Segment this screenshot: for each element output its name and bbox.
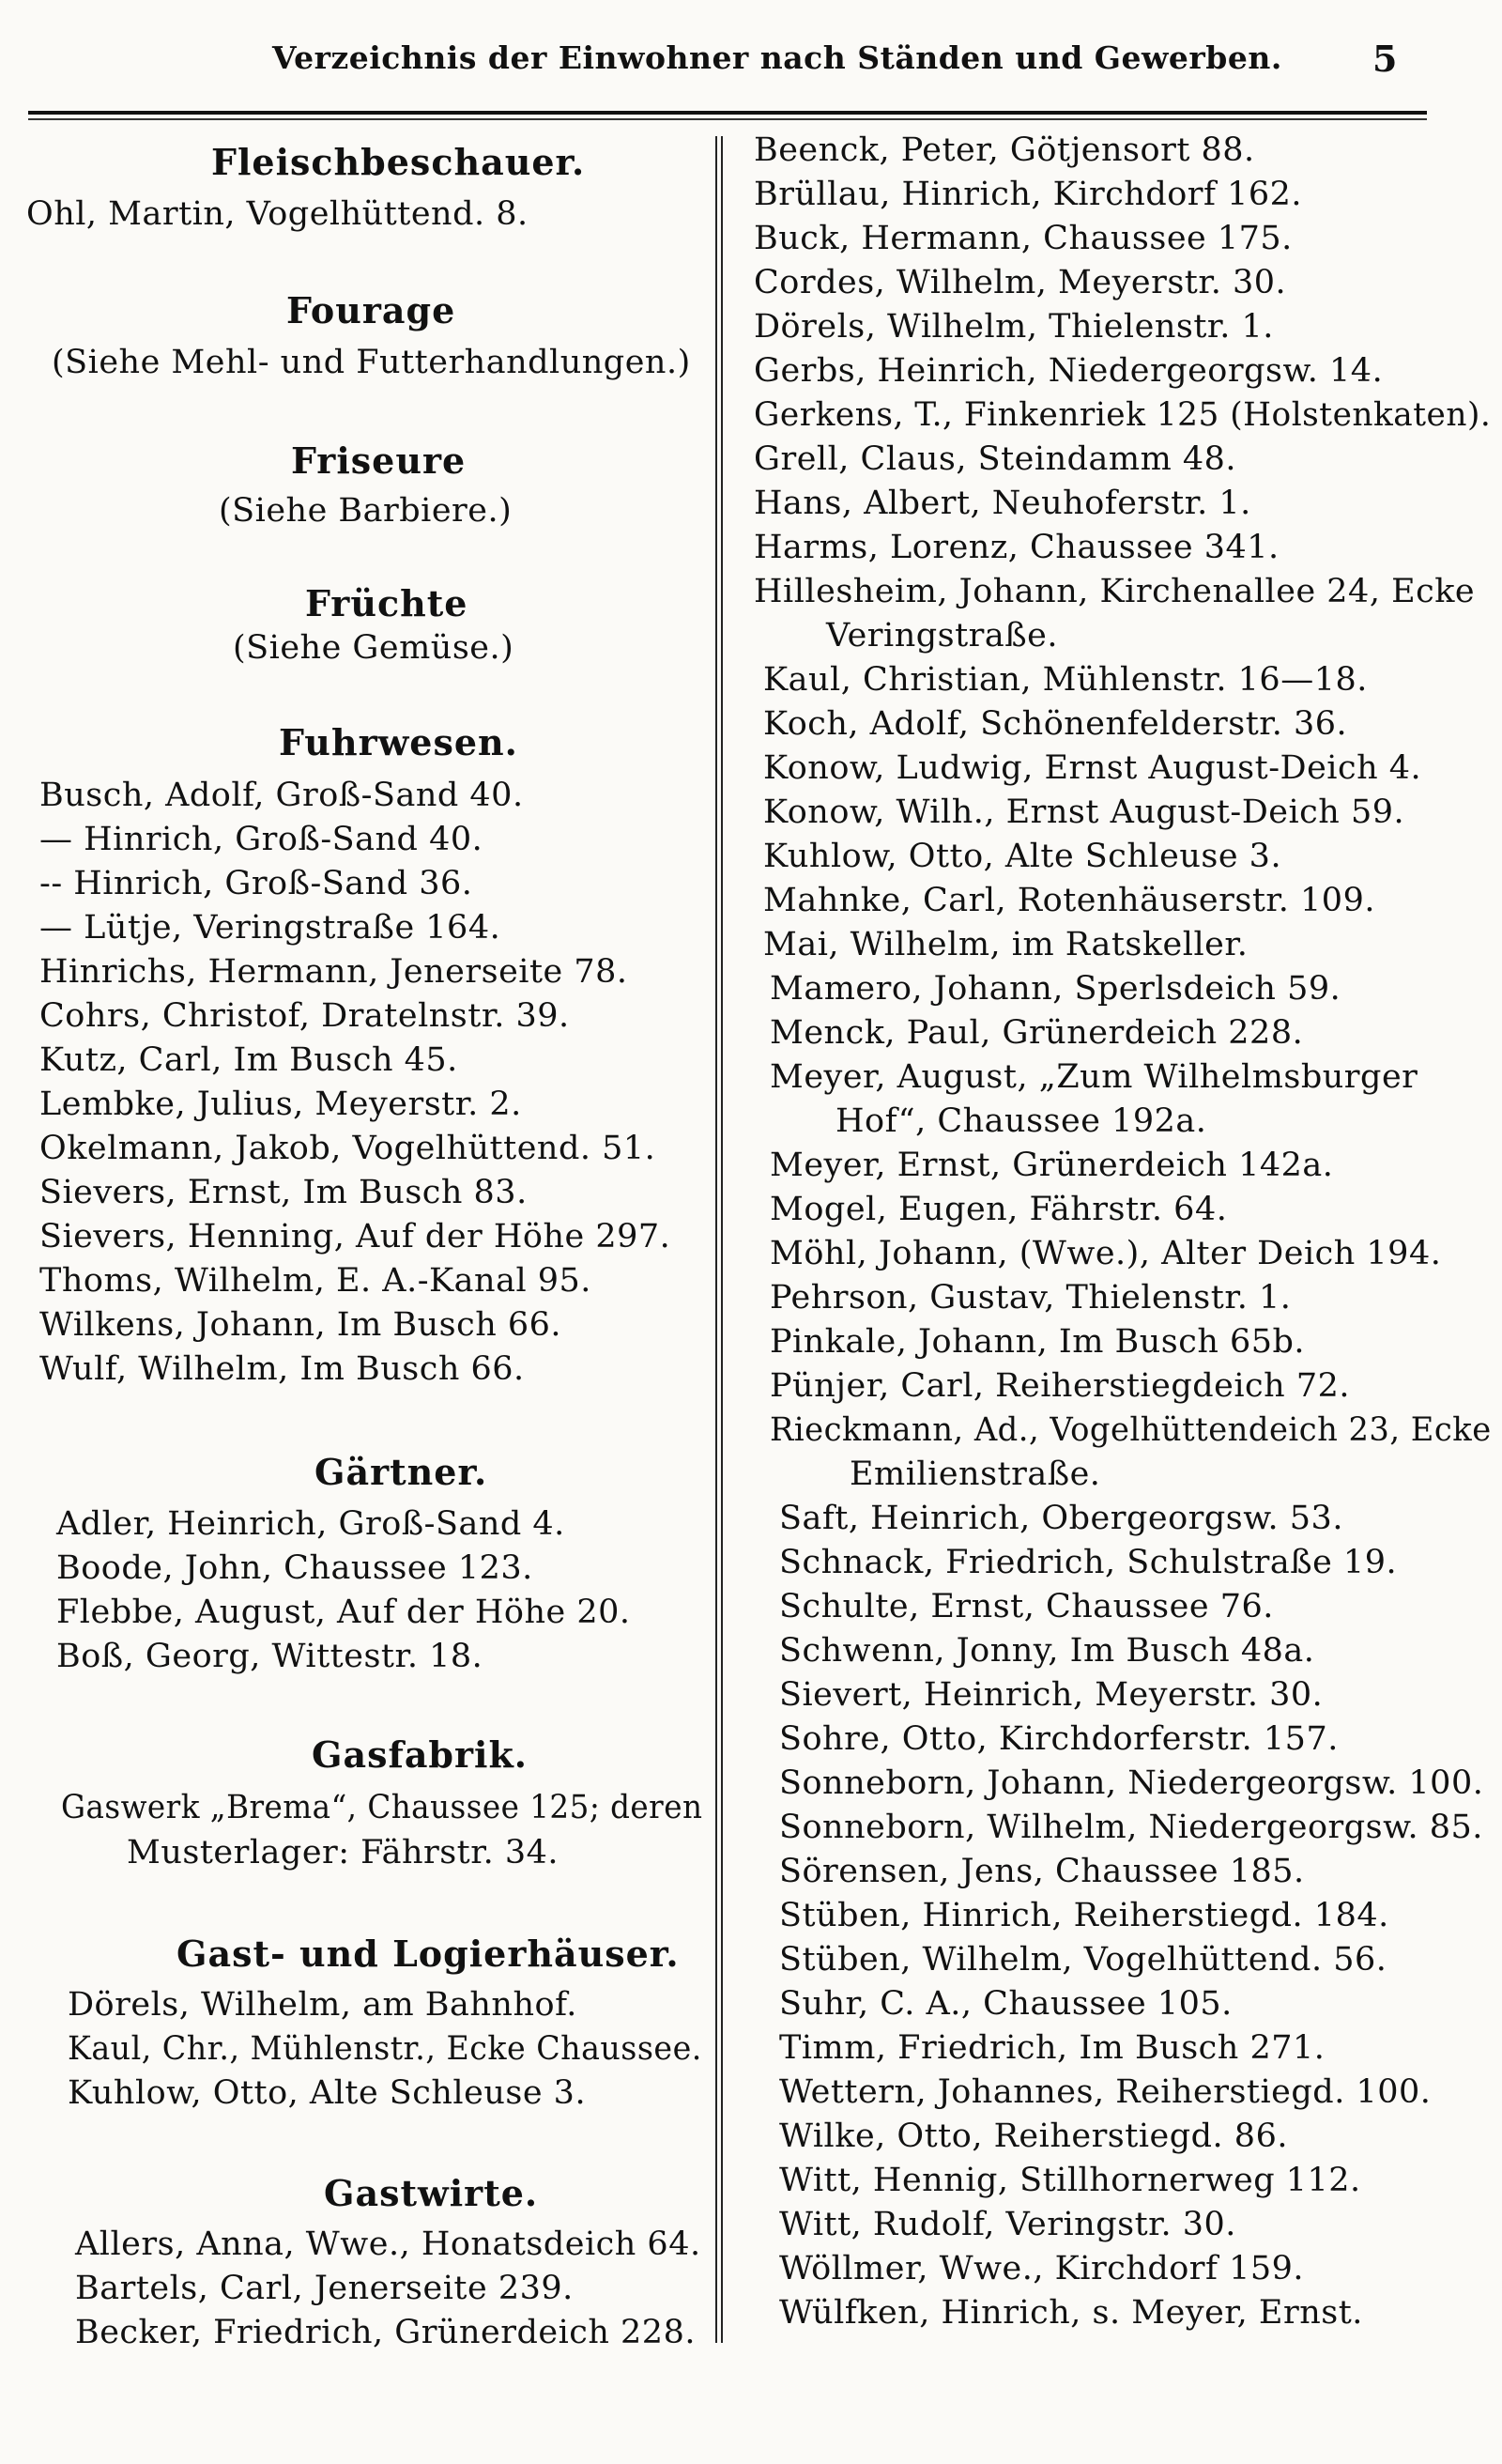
directory-entry-continued: Veringstraße. xyxy=(826,617,1058,654)
directory-entry: Witt, Rudolf, Veringstr. 30. xyxy=(779,2206,1236,2243)
directory-entry: Gerbs, Heinrich, Niedergeorgsw. 14. xyxy=(754,352,1384,390)
directory-entry: Stüben, Hinrich, Reiherstiegd. 184. xyxy=(779,1897,1389,1934)
directory-entry: (Siehe Barbiere.) xyxy=(219,492,513,530)
directory-entry: Konow, Ludwig, Ernst August-Deich 4. xyxy=(763,749,1422,787)
section-heading: Fuhrwesen. xyxy=(279,721,518,763)
directory-entry: Witt, Hennig, Stillhornerweg 112. xyxy=(779,2162,1361,2199)
directory-entry: Konow, Wilh., Ernst August-Deich 59. xyxy=(763,793,1405,831)
directory-entry: Kuhlow, Otto, Alte Schleuse 3. xyxy=(68,2074,587,2112)
directory-entry: Hinrichs, Hermann, Jenerseite 78. xyxy=(39,953,628,991)
directory-entry: Sievers, Henning, Auf der Höhe 297. xyxy=(39,1218,671,1255)
section-heading: Gastwirte. xyxy=(324,2172,539,2214)
header-rule-thin xyxy=(28,118,1427,120)
directory-entry: Sonneborn, Wilhelm, Niedergeorgsw. 85. xyxy=(779,1809,1483,1846)
section-heading: Fourage xyxy=(286,289,456,331)
directory-entry: Rieckmann, Ad., Vogelhüttendeich 23, Ecke xyxy=(770,1411,1492,1449)
directory-entry: Pehrson, Gustav, Thielenstr. 1. xyxy=(770,1279,1292,1317)
directory-entry: Thoms, Wilhelm, E. A.-Kanal 95. xyxy=(39,1262,591,1300)
directory-entry: Busch, Adolf, Groß-Sand 40. xyxy=(39,777,524,814)
directory-entry: Menck, Paul, Grünerdeich 228. xyxy=(770,1014,1304,1052)
directory-entry: Suhr, C. A., Chaussee 105. xyxy=(779,1985,1233,2023)
directory-entry: Mamero, Johann, Sperlsdeich 59. xyxy=(770,970,1341,1008)
directory-entry: (Siehe Gemüse.) xyxy=(233,629,514,667)
directory-entry: Kutz, Carl, Im Busch 45. xyxy=(39,1041,458,1079)
directory-entry: Allers, Anna, Wwe., Honatsdeich 64. xyxy=(75,2225,701,2263)
directory-entry: Mogel, Eugen, Fährstr. 64. xyxy=(770,1191,1228,1228)
directory-entry: — Hinrich, Groß-Sand 40. xyxy=(39,821,483,858)
directory-entry: Hillesheim, Johann, Kirchenallee 24, Ecke xyxy=(754,573,1476,610)
directory-entry: Boß, Georg, Wittestr. 18. xyxy=(56,1638,483,1675)
directory-entry: Adler, Heinrich, Groß-Sand 4. xyxy=(56,1505,565,1543)
directory-entry: Dörels, Wilhelm, Thielenstr. 1. xyxy=(754,308,1274,346)
directory-entry: Beenck, Peter, Götjensort 88. xyxy=(754,131,1255,169)
directory-entry: Musterlager: Fährstr. 34. xyxy=(127,1834,559,1871)
directory-entry: Wilke, Otto, Reiherstiegd. 86. xyxy=(779,2118,1288,2155)
directory-entry: Becker, Friedrich, Grünerdeich 228. xyxy=(75,2314,696,2351)
directory-entry: Kaul, Chr., Mühlenstr., Ecke Chaussee. xyxy=(68,2030,702,2068)
directory-entry: Bartels, Carl, Jenerseite 239. xyxy=(75,2270,574,2307)
directory-entry: Sohre, Otto, Kirchdorferstr. 157. xyxy=(779,1720,1339,1758)
directory-entry-continued: Emilienstraße. xyxy=(850,1455,1101,1493)
section-heading: Gärtner. xyxy=(314,1451,488,1493)
directory-entry: Schulte, Ernst, Chaussee 76. xyxy=(779,1588,1274,1625)
directory-entry: — Lütje, Veringstraße 164. xyxy=(39,909,501,947)
directory-entry: Wülfken, Hinrich, s. Meyer, Ernst. xyxy=(779,2294,1363,2332)
directory-entry: Sörensen, Jens, Chaussee 185. xyxy=(779,1853,1305,1890)
directory-entry: Dörels, Wilhelm, am Bahnhof. xyxy=(68,1986,577,2024)
directory-entry: Lembke, Julius, Meyerstr. 2. xyxy=(39,1086,522,1123)
directory-entry: Cohrs, Christof, Dratelnstr. 39. xyxy=(39,997,570,1035)
directory-entry: Stüben, Wilhelm, Vogelhüttend. 56. xyxy=(779,1941,1387,1979)
section-heading: Gast- und Logierhäuser. xyxy=(176,1933,680,1975)
section-heading: Fleischbeschauer. xyxy=(211,141,586,183)
directory-entry: Meyer, Ernst, Grünerdeich 142a. xyxy=(770,1147,1334,1184)
section-heading: Früchte xyxy=(305,582,468,624)
directory-entry: Meyer, August, „Zum Wilhelmsburger xyxy=(770,1058,1418,1096)
directory-entry: Harms, Lorenz, Chaussee 341. xyxy=(754,529,1280,566)
running-title: Verzeichnis der Einwohner nach Ständen und Gewerben. xyxy=(272,39,1282,76)
directory-entry: Hans, Albert, Neuhoferstr. 1. xyxy=(754,485,1251,522)
directory-entry: Gaswerk „Brema“, Chaussee 125; deren xyxy=(61,1789,703,1826)
directory-entry: Saft, Heinrich, Obergeorgsw. 53. xyxy=(779,1500,1343,1537)
directory-entry: Grell, Claus, Steindamm 48. xyxy=(754,440,1237,478)
directory-entry: Koch, Adolf, Schönenfelderstr. 36. xyxy=(763,705,1348,743)
directory-entry: Boode, John, Chaussee 123. xyxy=(56,1549,533,1587)
section-heading: Friseure xyxy=(291,439,467,482)
directory-entry: Pünjer, Carl, Reiherstiegdeich 72. xyxy=(770,1367,1350,1405)
header-rule xyxy=(28,111,1427,115)
directory-entry: Sonneborn, Johann, Niedergeorgsw. 100. xyxy=(779,1764,1484,1802)
directory-entry: Wettern, Johannes, Reiherstiegd. 100. xyxy=(779,2073,1432,2111)
directory-entry: Wöllmer, Wwe., Kirchdorf 159. xyxy=(779,2250,1305,2287)
directory-entry: Mahnke, Carl, Rotenhäuserstr. 109. xyxy=(763,882,1375,919)
directory-entry: Wulf, Wilhelm, Im Busch 66. xyxy=(39,1350,525,1388)
directory-entry: Kaul, Christian, Mühlenstr. 16—18. xyxy=(763,661,1368,699)
column-divider xyxy=(721,136,723,2343)
directory-entry-continued: Hof“, Chaussee 192a. xyxy=(835,1102,1207,1140)
directory-entry: Möhl, Johann, (Wwe.), Alter Deich 194. xyxy=(770,1235,1442,1272)
directory-entry: Brüllau, Hinrich, Kirchdorf 162. xyxy=(754,176,1303,213)
section-heading: Gasfabrik. xyxy=(312,1733,529,1776)
page-number: 5 xyxy=(1372,38,1398,80)
directory-entry: Sievert, Heinrich, Meyerstr. 30. xyxy=(779,1676,1324,1714)
directory-entry: Wilkens, Johann, Im Busch 66. xyxy=(39,1306,562,1344)
directory-entry: Pinkale, Johann, Im Busch 65b. xyxy=(770,1323,1306,1361)
directory-entry: Schwenn, Jonny, Im Busch 48a. xyxy=(779,1632,1315,1670)
directory-entry: Ohl, Martin, Vogelhüttend. 8. xyxy=(26,195,529,233)
directory-entry: Timm, Friedrich, Im Busch 271. xyxy=(779,2029,1326,2067)
directory-entry: Cordes, Wilhelm, Meyerstr. 30. xyxy=(754,264,1287,301)
directory-entry: Mai, Wilhelm, im Ratskeller. xyxy=(763,926,1249,963)
directory-entry: Kuhlow, Otto, Alte Schleuse 3. xyxy=(763,838,1282,875)
directory-entry: -- Hinrich, Groß-Sand 36. xyxy=(39,865,473,902)
directory-entry: Buck, Hermann, Chaussee 175. xyxy=(754,220,1293,257)
directory-entry: (Siehe Mehl- und Futterhandlungen.) xyxy=(52,344,691,381)
directory-entry: Flebbe, August, Auf der Höhe 20. xyxy=(56,1594,631,1631)
column-divider xyxy=(715,136,717,2343)
directory-entry: Gerkens, T., Finkenriek 125 (Holstenkaten). xyxy=(754,396,1492,434)
directory-entry: Sievers, Ernst, Im Busch 83. xyxy=(39,1174,528,1211)
directory-entry: Schnack, Friedrich, Schulstraße 19. xyxy=(779,1544,1398,1581)
directory-entry: Okelmann, Jakob, Vogelhüttend. 51. xyxy=(39,1130,656,1167)
